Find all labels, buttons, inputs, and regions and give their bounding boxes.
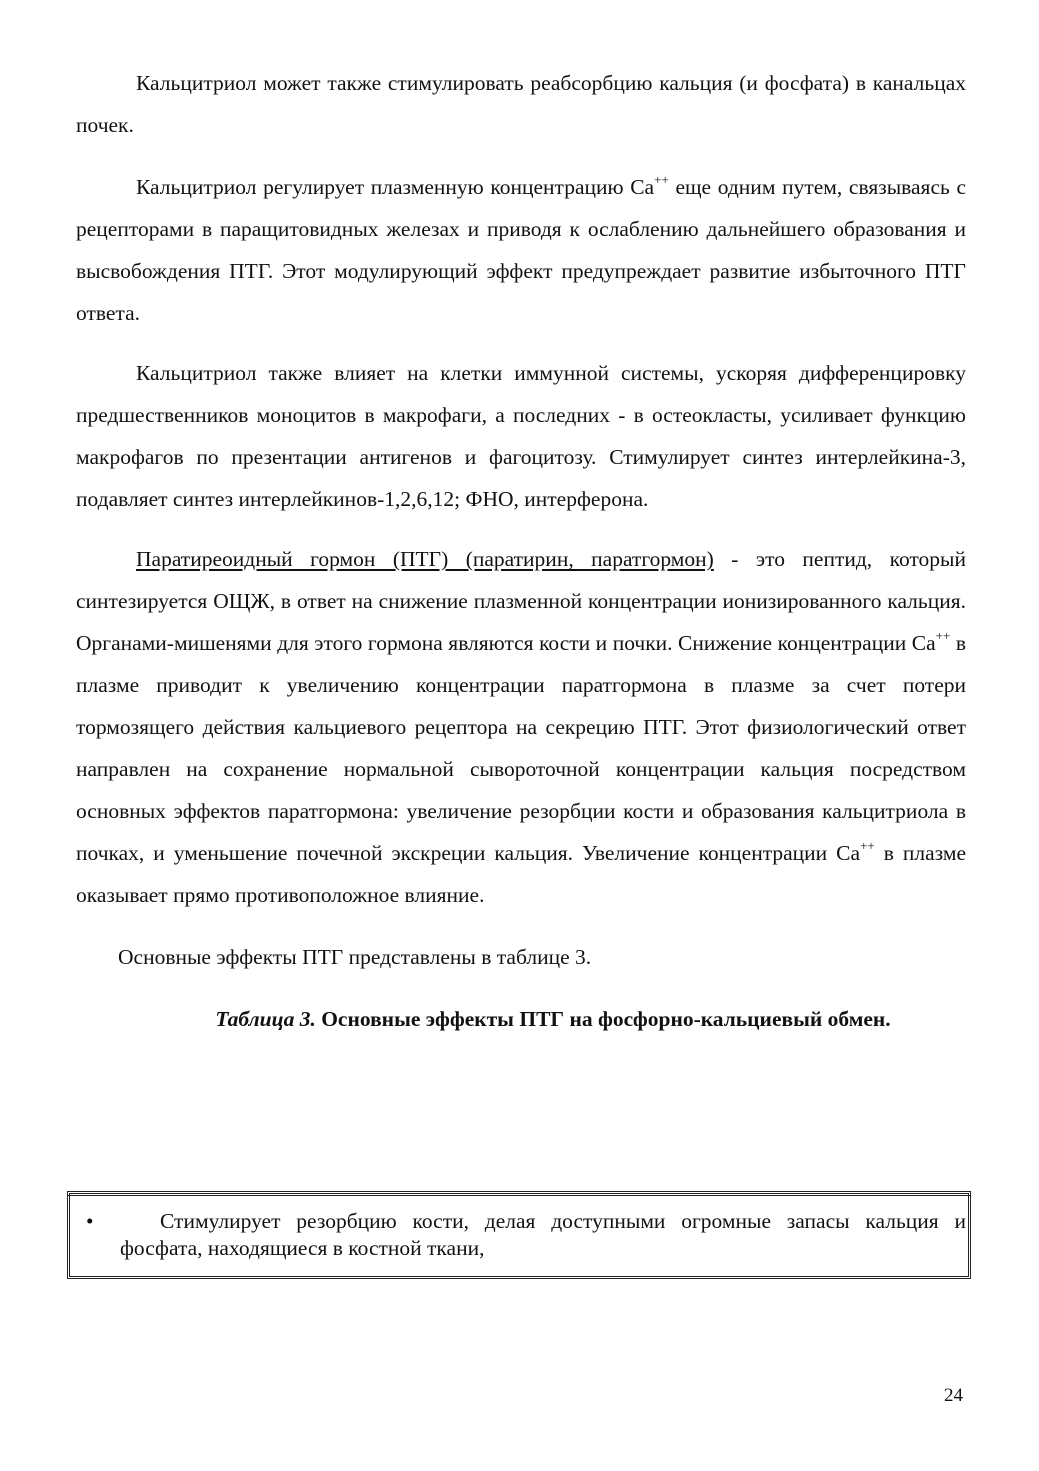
paragraph-table-reference <box>76 936 966 978</box>
superscript: ++ <box>654 172 669 187</box>
superscript: ++ <box>935 628 951 643</box>
superscript: ++ <box>860 838 875 853</box>
paragraph-calcitriol-immune <box>76 352 966 520</box>
bullet-icon: • <box>86 1209 94 1233</box>
paragraph-text: - это пептид, который синтезируется ОЩЖ, в ответ на снижение плазменной концентрации ионизированного кальция. Органами-мишенями для этого гормона являются кости и почки. Снижение концентрации Ca <box>76 547 966 655</box>
paragraph-text: еще одним путем, связываясь с рецепторами в паращитовидных железах и приводя к ослаблению дальнейшего образования и высвобождения ПТГ. Этот модулирующий эффект предупреждает развитие избыточного ПТГ ответа. <box>76 175 966 325</box>
table-caption-label: Таблица 3. <box>215 1007 316 1031</box>
paragraph-text: Кальцитриол может также стимулировать реабсорбцию кальция (и фосфата) в канальцах почек. <box>76 71 966 137</box>
paragraph-parathyroid-hormone <box>76 538 966 916</box>
paragraph-text: Кальцитриол также влияет на клетки иммунной системы, ускоряя дифференцировку предшественников моноцитов в макрофаги, а последних - в остеокласты, усиливает функцию макрофагов по презентации антигенов и фагоцитозу. Стимулирует синтез интерлейкина-3, подавляет синтез интерлейкинов-1,2,6,12; ФНО, интерферона. <box>76 361 966 511</box>
table-double-border <box>68 1195 970 1196</box>
paragraph-text: Основные эффекты ПТГ представлены в таблице 3. <box>118 945 592 969</box>
list-item-text: Стимулирует резорбцию кости, делая доступными огромные запасы кальция и фосфата, находящиеся в костной ткани, <box>120 1209 966 1260</box>
paragraph-text: в плазме приводит к увеличению концентрации паратгормона в плазме за счет потери тормозящего действия кальциевого рецептора на секрецию ПТГ. Этот физиологический ответ направлен на сохранение нормальной сывороточной концентрации кальция посредством основных эффектов паратгормона: увеличение резорбции кости и образования кальцитриола в почках, и уменьшение почечной экскреции кальция. Увеличение концентрации Ca <box>76 631 966 865</box>
paragraph-calcitriol-regulation <box>76 166 966 334</box>
paragraph-calcitriol-reabsorption <box>76 62 966 146</box>
paragraph-text: в плазме оказывает прямо противоположное влияние. <box>76 841 966 907</box>
table-caption-title: Основные эффекты ПТГ на фосфорно-кальциевый обмен. <box>315 1007 891 1031</box>
page-number: 24 <box>944 1385 963 1406</box>
underlined-term: Паратиреоидный гормон (ПТГ) (паратирин, паратгормон) <box>136 547 714 571</box>
effects-table <box>67 1191 971 1279</box>
document-page <box>76 62 966 1040</box>
table-list-item <box>86 1208 966 1284</box>
table-caption <box>76 998 966 1040</box>
paragraph-text: Кальцитриол регулирует плазменную концентрацию Ca <box>136 175 655 199</box>
